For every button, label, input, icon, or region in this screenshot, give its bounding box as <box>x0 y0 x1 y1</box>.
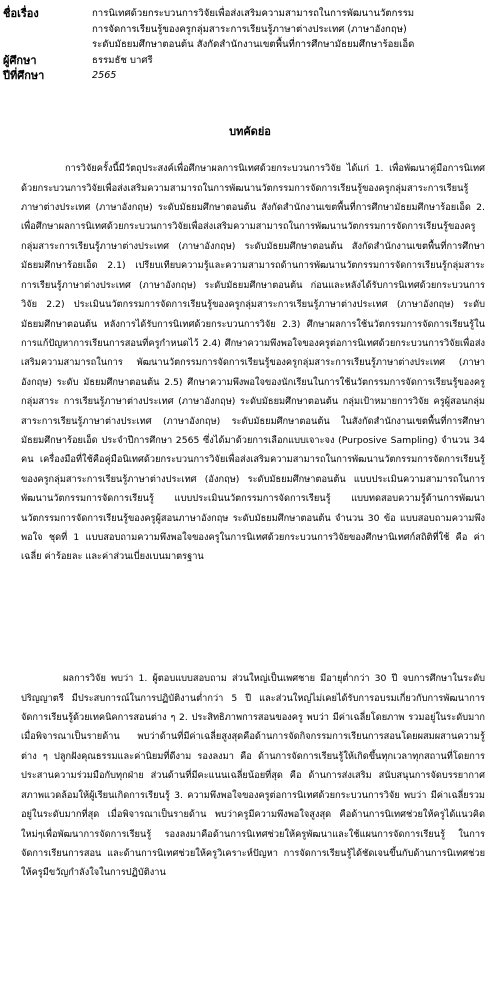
abstract-paragraph-objectives: การวิจัยครั้งนี้มีวัตถุประสงค์เพื่อศึกษาผลการนิเทศด้วยกระบวนการวิจัย ได้แก่ 1. เพื่อพัฒนาคู่มือการนิเทศด้วยกระบวนการวิจัยเพื่อส่งเสริมความสามารถในการพัฒนานวัตกรรมการจัดการเรียนรู้ของครูกลุ่มสาระการเรียนรู้ภาษาต่างประเทศ (ภาษาอังกฤษ) ระดับมัธยมศึกษาตอนต้น สังกัดสำนักงานเขตพื้นที่การศึกษามัธยมศึกษาร้อยเอ็ด 2. เพื่อศึกษาผลการนิเทศด้วยกระบวนการวิจัยเพื่อส่งเสริมความสามารถในการพัฒนานวัตกรรมการจัดการเรียนรู้ของครูกลุ่มสาระการเรียนรู้ภาษาต่างประเทศ (ภาษาอังกฤษ) ระดับมัธยมศึกษาตอนต้น สังกัดสำนักงานเขตพื้นที่การศึกษามัธยมศึกษาร้อยเอ็ด 2.1) เปรียบเทียบความรู้และความสามารถด้านการพัฒนานวัตกรรมการจัดการเรียนรู้กลุ่มสาระการเรียนรู้ภาษาต่างประเทศ (ภาษาอังกฤษ) ระดับมัธยมศึกษาตอนต้น ก่อนและหลังได้รับการนิเทศด้วยกระบวนการวิจัย 2.2) ประเมินนวัตกรรมการจัดการเรียนรู้ของครูกลุ่มสาระการเรียนรู้ภาษาต่างประเทศ (ภาษาอังกฤษ) ระดับมัธยมศึกษาตอนต้น หลังการได้รับการนิเทศด้วยกระบวนการวิจัย 2.3) ศึกษาผลการใช้นวัตกรรมการจัดการเรียนรู้ในการแก้ปัญหาการเรียนการสอนที่ครูกำหนดไว้ 2.4) ศึกษาความพึงพอใจของครูต่อการนิเทศด้วยกระบวนการวิจัยเพื่อส่งเสริมความสามารถในการ พัฒนานวัตกรรมการจัดการเรียนรู้ของครูกลุ่มสาระการเรียนรู้ภาษาต่างประเทศ (ภาษาอังกฤษ) ระดับ มัธยมศึกษาตอนต้น 2.5) ศึกษาความพึงพอใจของนักเรียนในการใช้นวัตกรรมการจัดการเรียนรู้ของครูกลุ่มสาระ การเรียนรู้ภาษาต่างประเทศ (ภาษาอังกฤษ) ระดับมัธยมศึกษาตอนต้น กลุ่มเป้าหมายการวิจัย ครูผู้สอนกลุ่มสาระการเรียนรู้ภาษาต่างประเทศ (ภาษาอังกฤษ) ระดับมัธยมศึกษาตอนต้น ในสังกัดสำนักงานเขตพื้นที่การศึกษามัธยมศึกษาร้อยเอ็ด ประจำปีการศึกษา 2565 ซึ่งได้มาด้วยการเลือกแบบเจาะจง (Purposive Sampling) จำนวน 34 คน เครื่องมือที่ใช้คือคู่มือนิเทศด้วยกระบวนการวิจัยเพื่อส่งเสริมความสามารถในการพัฒนานวัตกรรมการจัดการเรียนรู้ของครูกลุ่มสาระการเรียนรู้ภาษาต่างประเทศ (อังกฤษ) ระดับมัธยมศึกษาตอนต้น แบบประเมินความสามารถในการพัฒนานวัตกรรมการจัดการเรียนรู้ แบบประเมินนวัตกรรมการจัดการเรียนรู้ แบบทดสอบความรู้ด้านการพัฒนานวัตกรรมการจัดการเรียนรู้ของครูผู้สอนภาษาอังกฤษ ระดับมัธยมศึกษาตอนต้น จำนวน 30 ข้อ แบบสอบถามความพึงพอใจ ชุดที่ 1 แบบสอบถามความพึงพอใจของครูในการนิเทศด้วยกระบวนการวิจัยของศึกษานิเทศก์สถิติที่ใช้ คือ ค่าเฉลี่ย ค่าร้อยละ และค่าส่วนเบี่ยงเบนมาตรฐาน <box>21 163 485 563</box>
topic-line-3: ระดับมัธยมศึกษาตอนต้น สังกัดสำนักงานเขตพื้นที่การศึกษามัธยมศึกษาร้อยเอ็ด <box>92 39 415 51</box>
topic-row-cont-2 <box>0 37 500 53</box>
topic-row-cont-1 <box>0 22 500 38</box>
year-label: ปีที่ศึกษา <box>3 69 45 83</box>
researcher-label: ผู้ศึกษา <box>3 53 37 67</box>
document-metadata <box>0 6 500 84</box>
topic-label: ชื่อเรื่อง <box>3 7 39 20</box>
topic-line-2: การจัดการเรียนรู้ของครูกลุ่มสาระการเรียนรู้ภาษาต่างประเทศ (ภาษาอังกฤษ) <box>92 23 407 35</box>
topic-row <box>0 6 500 22</box>
researcher-row <box>0 53 500 69</box>
year-row <box>0 68 500 84</box>
topic-line-1: การนิเทศด้วยกระบวนการวิจัยเพื่อส่งเสริมความสามารถในการพัฒนานวัตกรรม <box>92 8 415 19</box>
researcher-name: ธรรมธัช บาศรี <box>92 54 153 66</box>
study-year: 2565 <box>92 70 117 82</box>
abstract-title: บทคัดย่อ <box>229 125 271 138</box>
abstract-paragraph-results: ผลการวิจัย พบว่า 1. ผู้ตอบแบบสอบถาม ส่วนใหญ่เป็นเพศชาย มีอายุต่ำกว่า 30 ปี จบการศึกษาในระดับปริญญาตรี มีประสบการณ์ในการปฏิบัติงานต่ำกว่า 5 ปี และส่วนใหญ่ไม่เคยได้รับการอบรมเกี่ยวกับการพัฒนาการจัดการเรียนรู้ด้วยเทคนิคการสอนต่าง ๆ 2. ประสิทธิภาพการสอนของครู พบว่า มีค่าเฉลี่ยโดยภาพ รวมอยู่ในระดับมาก เมื่อพิจารณาเป็นรายด้าน พบว่าด้านที่มีค่าเฉลี่ยสูงสุดคือด้านการจัดกิจกรรมการเรียนการสอนโดยผสมผสานความรู้ต่าง ๆ ปลูกฝังคุณธรรมและค่านิยมที่ดีงาม รองลงมา คือ ด้านการจัดการเรียนรู้ให้เกิดขึ้นทุกเวลาทุกสถานที่โดยการประสานความร่วมมือกับทุกฝ่าย ส่วนด้านที่มีคะแนนเฉลี่ยน้อยที่สุด คือ ด้านการส่งเสริม สนับสนุนการจัดบรรยากาศสภาพแวดล้อมให้ผู้เรียนเกิดการเรียนรู้ 3. ความพึงพอใจของครูต่อการนิเทศด้วยกระบวนการวิจัย พบว่า มีค่าเฉลี่ยรวมอยู่ในระดับมากที่สุด เมื่อพิจารณาเป็นรายด้าน พบว่าครูมีความพึงพอใจสูงสุด คือด้านการนิเทศช่วยให้ครูได้แนวคิดใหม่ๆเพื่อพัฒนาการจัดการเรียนรู้ รองลงมาคือด้านการนิเทศช่วยให้ครูพัฒนาและใช้แผนการจัดการเรียนรู้ ในการจัดการเรียนการสอน และด้านการนิเทศช่วยให้ครูวิเคราะห์ปัญหา การจัดการเรียนรู้ได้ชัดเจนขึ้นกับด้านการนิเทศช่วยให้ครูมีขวัญกำลังใจในการปฏิบัติงาน <box>21 673 485 879</box>
